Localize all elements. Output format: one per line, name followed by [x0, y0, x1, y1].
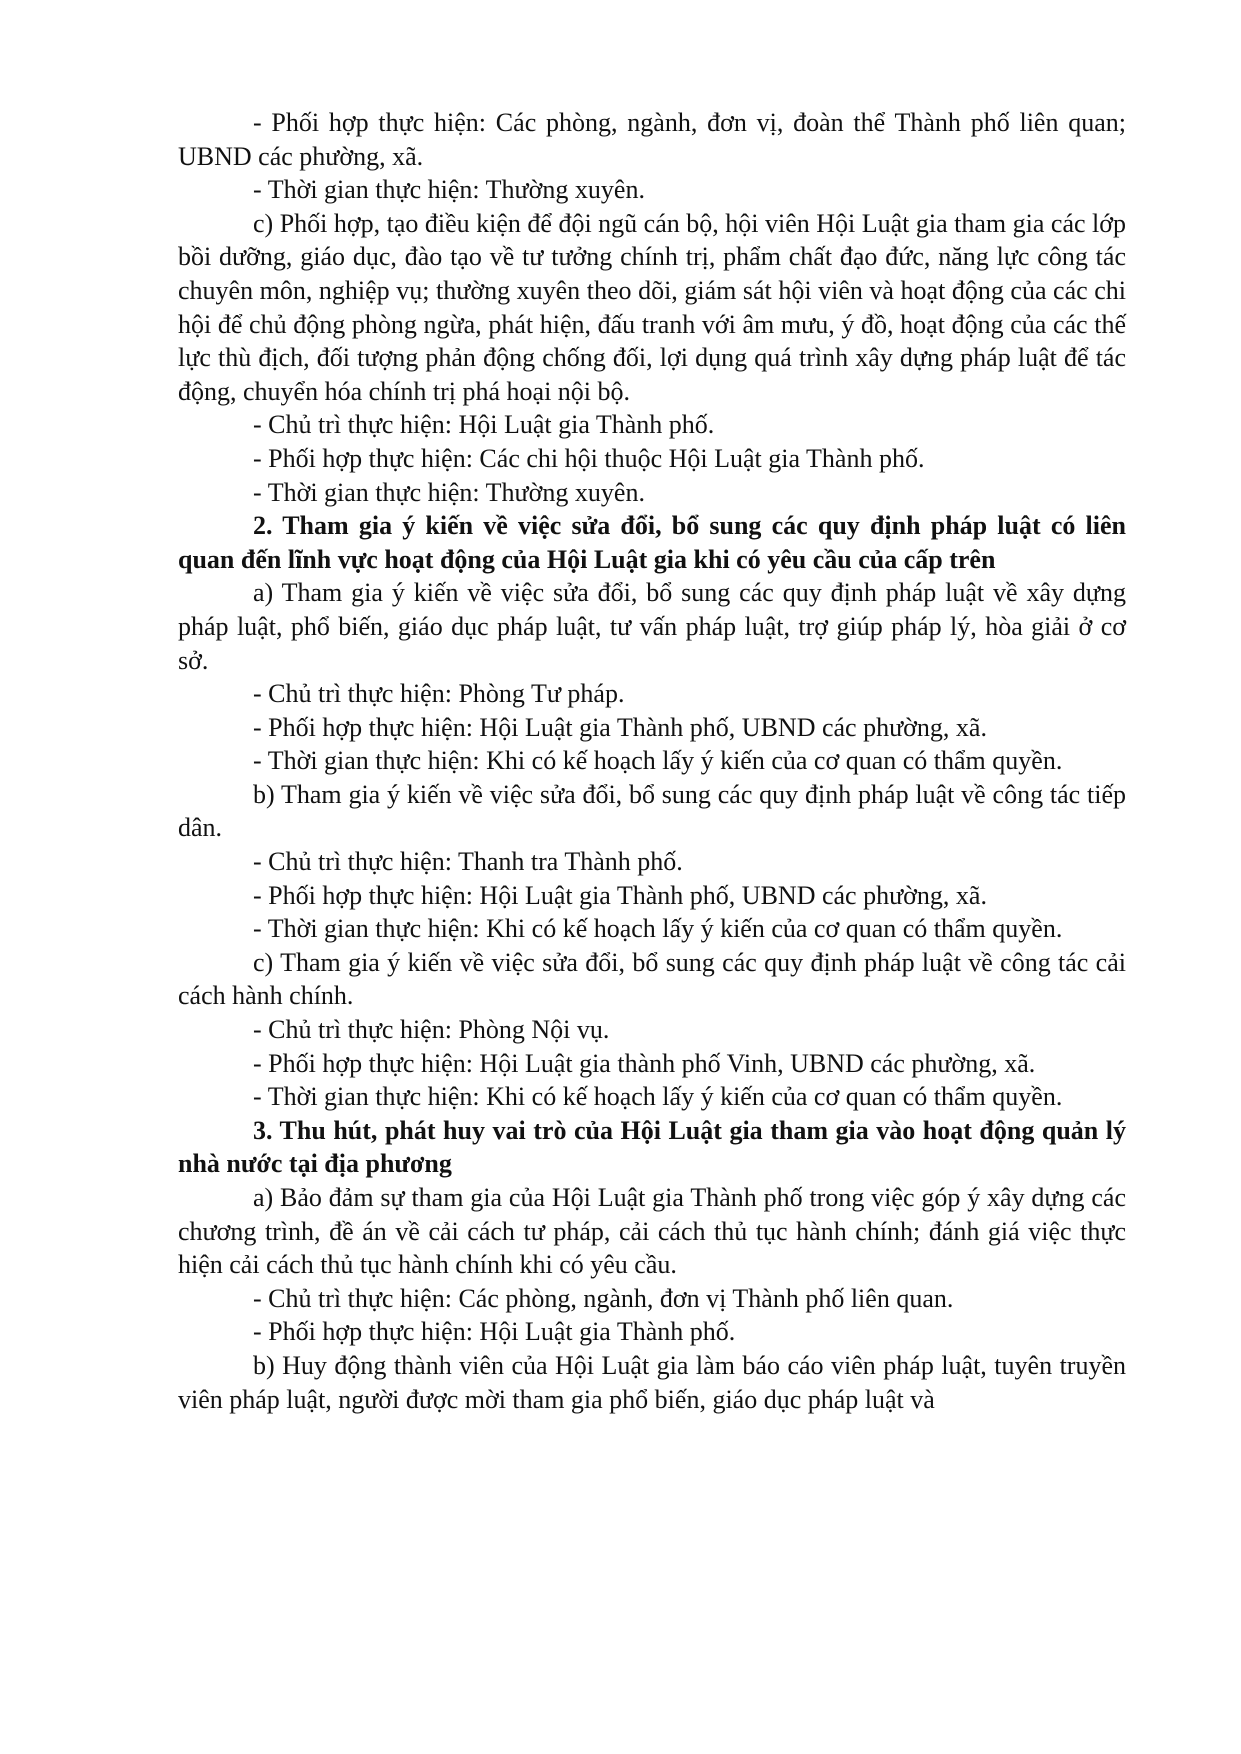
paragraph: a) Tham gia ý kiến về việc sửa đổi, bổ sung các quy định pháp luật về xây dựng pháp luật, phổ biến, giáo dục pháp luật, tư vấn pháp luật, trợ giúp pháp lý, hòa giải ở cơ sở. — [178, 578, 1126, 675]
paragraph: - Chủ trì thực hiện: Hội Luật gia Thành phố. — [253, 410, 715, 440]
paragraph: b) Huy động thành viên của Hội Luật gia làm báo cáo viên pháp luật, tuyên truyền viên pháp luật, người được mời tham gia phổ biến, giáo dục pháp luật và — [178, 1350, 1126, 1414]
paragraph: - Phối hợp thực hiện: Hội Luật gia Thành phố, UBND các phường, xã. — [253, 712, 987, 742]
paragraph: a) Bảo đảm sự tham gia của Hội Luật gia Thành phố trong việc góp ý xây dựng các chương trình, đề án về cải cách tư pháp, cải cách thủ tục hành chính; đánh giá việc thực hiện cải cách thủ tục hành chính khi có yêu cầu. — [178, 1183, 1126, 1280]
paragraph: - Chủ trì thực hiện: Các phòng, ngành, đơn vị Thành phố liên quan. — [253, 1283, 954, 1313]
section-heading: 3. Thu hút, phát huy vai trò của Hội Luật gia tham gia vào hoạt động quản lý nhà nước tại địa phương — [178, 1115, 1126, 1179]
paragraph: - Thời gian thực hiện: Khi có kế hoạch lấy ý kiến của cơ quan có thẩm quyền. — [253, 746, 1063, 776]
paragraph: - Phối hợp thực hiện: Các chi hội thuộc Hội Luật gia Thành phố. — [253, 443, 925, 473]
paragraph: - Thời gian thực hiện: Khi có kế hoạch lấy ý kiến của cơ quan có thẩm quyền. — [253, 1082, 1063, 1112]
paragraph: - Phối hợp thực hiện: Các phòng, ngành, đơn vị, đoàn thể Thành phố liên quan; UBND các phường, xã. — [178, 108, 1126, 171]
paragraph: - Chủ trì thực hiện: Phòng Nội vụ. — [253, 1015, 610, 1045]
paragraph: - Phối hợp thực hiện: Hội Luật gia Thành phố, UBND các phường, xã. — [253, 880, 987, 910]
paragraph: - Thời gian thực hiện: Thường xuyên. — [253, 175, 645, 205]
paragraph: c) Tham gia ý kiến về việc sửa đổi, bổ sung các quy định pháp luật về công tác cải cách hành chính. — [178, 947, 1126, 1011]
paragraph: - Chủ trì thực hiện: Thanh tra Thành phố. — [253, 847, 683, 877]
paragraph: - Phối hợp thực hiện: Hội Luật gia Thành phố. — [253, 1317, 736, 1347]
paragraph: - Chủ trì thực hiện: Phòng Tư pháp. — [253, 679, 625, 709]
section-heading: 2. Tham gia ý kiến về việc sửa đổi, bổ sung các quy định pháp luật có liên quan đến lĩnh vực hoạt động của Hội Luật gia khi có yêu cầu của cấp trên — [178, 511, 1126, 574]
paragraph: b) Tham gia ý kiến về việc sửa đổi, bổ sung các quy định pháp luật về công tác tiếp dân. — [178, 779, 1126, 843]
paragraph: - Thời gian thực hiện: Thường xuyên. — [253, 477, 645, 507]
paragraph: - Phối hợp thực hiện: Hội Luật gia thành phố Vinh, UBND các phường, xã. — [253, 1048, 1036, 1078]
paragraph: - Thời gian thực hiện: Khi có kế hoạch lấy ý kiến của cơ quan có thẩm quyền. — [253, 914, 1063, 944]
paragraph: c) Phối hợp, tạo điều kiện để đội ngũ cán bộ, hội viên Hội Luật gia tham gia các lớp bồi dưỡng, giáo dục, đào tạo về tư tưởng chính trị, phẩm chất đạo đức, năng lực công tác chuyên môn, nghiệp vụ; thường xuyên theo dõi, giám sát hội viên và hoạt động của các chi hội để chủ động phòng ngừa, phát hiện, đấu tranh với âm mưu, ý đồ, hoạt động của các thế lực thù địch, đối tượng phản động chống đối, lợi dụng quá trình xây dựng pháp luật để tác động, chuyển hóa chính trị phá hoại nội bộ. — [178, 208, 1127, 406]
document-page — [178, 106, 1126, 1416]
